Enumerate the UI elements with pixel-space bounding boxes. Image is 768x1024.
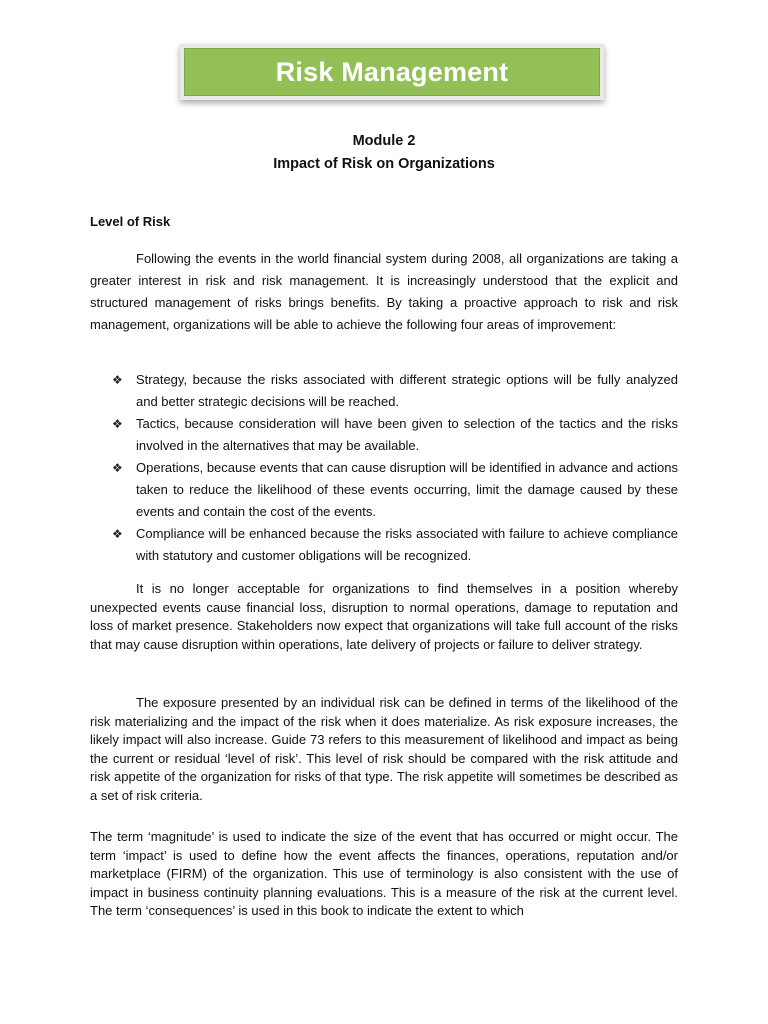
improvement-list — [112, 369, 678, 567]
list-item — [112, 369, 678, 413]
acceptability-paragraph: It is no longer acceptable for organizations to find themselves in a position whereby unexpected events cause financial loss, disruption to normal operations, damage to reputation and loss of market presence. Stakeholders now expect that organizations will take full account of the risks that may cause disruption within operations, late delivery of projects or failure to deliver strategy. — [90, 581, 678, 652]
list-item — [112, 413, 678, 457]
banner-title: Risk Management — [184, 48, 600, 96]
section-heading: Level of Risk — [90, 214, 171, 229]
list-item-text: Tactics, because consideration will have been given to selection of the tactics and the risks involved in the alternatives that may be available. — [136, 416, 678, 453]
module-number: Module 2 — [352, 133, 416, 149]
list-item — [112, 523, 678, 567]
title-banner — [180, 44, 604, 100]
diamond-bullet-icon: ❖ — [112, 417, 123, 431]
diamond-bullet-icon: ❖ — [112, 373, 123, 387]
diamond-bullet-icon: ❖ — [112, 527, 123, 541]
module-title: Impact of Risk on Organizations — [273, 156, 495, 172]
terminology-paragraph: The term ‘magnitude’ is used to indicate the size of the event that has occurred or might occur. The term ‘impact’ is used to define how the event affects the finances, operations, reputation and/or marketplace (FIRM) of the organization. This use of terminology is also consistent with the use of impact in business continuity planning evaluations. This is a measure of the risk at the current level. The term ‘consequences’ is used in this book to indicate the extent to which — [90, 829, 678, 918]
diamond-bullet-icon: ❖ — [112, 461, 123, 475]
list-item-text: Strategy, because the risks associated with different strategic options will be fully analyzed and better strategic decisions will be reached. — [136, 372, 678, 409]
list-item-text: Operations, because events that can cause disruption will be identified in advance and actions taken to reduce the likelihood of these events occurring, limit the damage caused by these events and contain the cost of the events. — [136, 460, 679, 519]
list-item — [112, 457, 678, 523]
intro-paragraph: Following the events in the world financial system during 2008, all organizations are taking a greater interest in risk and risk management. It is increasingly understood that the explicit and structured management of risks brings benefits. By taking a proactive approach to risk and risk management, organizations will be able to achieve the following four areas of improvement: — [90, 251, 678, 332]
list-item-text: Compliance will be enhanced because the risks associated with failure to achieve compliance with statutory and customer obligations will be recognized. — [136, 526, 678, 563]
exposure-paragraph: The exposure presented by an individual risk can be defined in terms of the likelihood of the risk materializing and the impact of the risk when it does materialize. As risk exposure increases, the likely impact will also increase. Guide 73 refers to this measurement of likelihood and impact as being the current or residual ‘level of risk’. This level of risk should be compared with the risk attitude and risk appetite of the organization for risks of that type. The risk appetite will sometimes be described as a set of risk criteria. — [90, 695, 678, 803]
